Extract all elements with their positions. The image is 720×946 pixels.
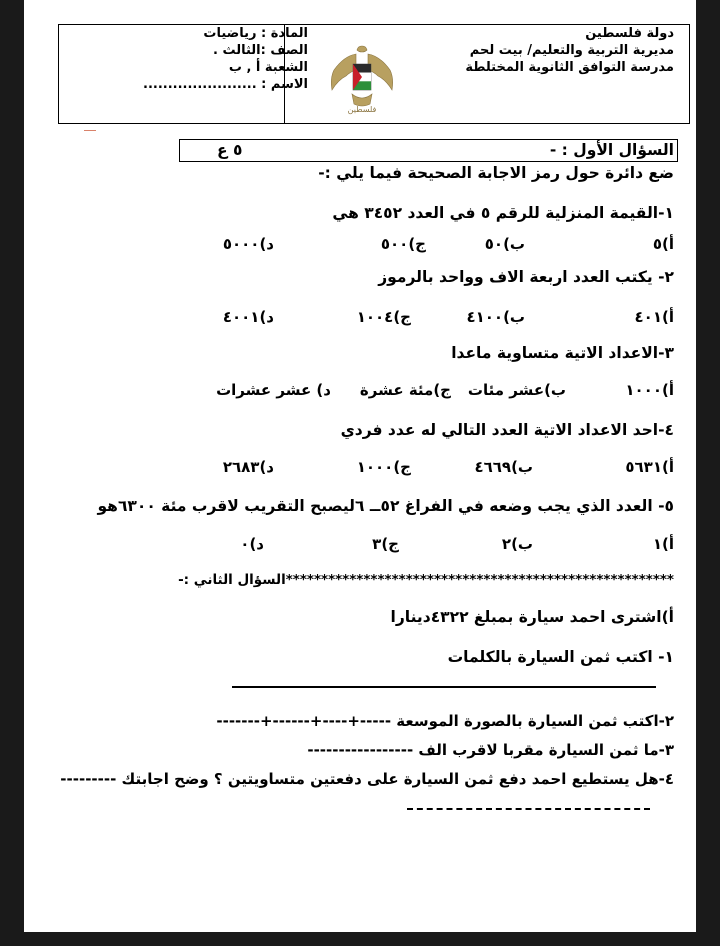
answer-line-explain xyxy=(407,808,650,810)
item-3-option-d: د) عشر عشرات xyxy=(216,381,331,399)
emblem-caption: فلسطين xyxy=(347,105,377,114)
item-5-option-a: أ)١ xyxy=(652,535,674,553)
question-1-instruction: ضع دائرة حول رمز الاجابة الصحيحة فيما يلي :- xyxy=(318,164,674,182)
palestine-eagle-emblem-icon xyxy=(326,42,398,118)
question-2-item-1: ١- اكتب ثمن السيارة بالكلمات xyxy=(447,648,674,666)
grade-field: الصف :الثالث . xyxy=(213,43,308,58)
student-name-field: الاسم : ....................... xyxy=(143,77,308,92)
question-1-item-1: ١-القيمة المنزلية للرقم ٥ في العدد ٣٤٥٢ هي xyxy=(332,204,674,222)
school-name: مدرسة التوافق الثانوية المختلطة xyxy=(465,60,674,75)
question-1-item-3: ٣-الاعداد الاتية متساوية ماعدا xyxy=(451,344,674,362)
item-4-option-c: ج)١٠٠٠ xyxy=(356,458,411,476)
country-name: دولة فلسطين xyxy=(585,26,674,41)
item-5-option-c: ج)٣ xyxy=(372,535,399,553)
item-5-option-d: د)٠ xyxy=(240,535,264,553)
item-1-option-c: ج)٥٠٠ xyxy=(380,235,426,253)
item-2-option-a: أ)٤٠١ xyxy=(634,308,674,326)
item-3-option-b: ب)عشر مئات xyxy=(467,381,566,399)
subject-field: المادة : رياضيات xyxy=(203,26,308,41)
item-3-option-c: ج)مئة عشرة xyxy=(359,381,451,399)
item-2-option-d: د)٤٠٠١ xyxy=(222,308,274,326)
question-2-item-3: ٣-ما ثمن السيارة مقربا لاقرب الف ----------------- xyxy=(307,741,674,759)
question-2-intro: أ)اشترى احمد سيارة بمبلغ ٤٣٢٢دينارا xyxy=(390,608,674,626)
item-2-option-c: ج)١٠٠٤ xyxy=(356,308,411,326)
item-5-option-b: ب)٢ xyxy=(501,535,533,553)
question-1-item-5: ٥- العدد الذي يجب وضعه في الفراغ ٥٢ــ ٦ليصبح التقريب لاقرب مئة ٦٣٠٠هو xyxy=(97,497,674,515)
item-3-option-a: أ)١٠٠٠ xyxy=(625,381,674,399)
item-4-option-d: د)٢٦٨٣ xyxy=(222,458,274,476)
question-2-item-4: ٤-هل يستطيع احمد دفع ثمن السيارة على دفعتين متساويتين ؟ وضح اجابتك --------- xyxy=(60,770,674,788)
question-2-title: *******************************************************السؤال الثاني :- xyxy=(178,572,674,588)
answer-line-words xyxy=(232,686,656,688)
header-left xyxy=(143,25,308,93)
item-2-option-b: ب)٤١٠٠ xyxy=(466,308,525,326)
question-1-title: السؤال الأول : - xyxy=(549,141,674,159)
question-1-score: ٥ ع xyxy=(217,141,243,159)
question-1-item-2: ٢- يكتب العدد اربعة الاف وواحد بالرموز xyxy=(378,268,674,286)
question-1-item-4: ٤-احد الاعداد الاتية العدد التالي له عدد فردي xyxy=(340,421,674,439)
item-1-option-b: ب)٥٠ xyxy=(484,235,525,253)
directorate-name: مديرية التربية والتعليم/ بيت لحم xyxy=(469,43,674,58)
section-field: الشعبة أ , ب xyxy=(228,60,308,75)
item-4-option-b: ب)٤٦٦٩ xyxy=(474,458,533,476)
question-2-item-2: ٢-اكتب ثمن السيارة بالصورة الموسعة -----+----+------+------- xyxy=(216,712,674,730)
item-4-option-a: أ)٥٦٣١ xyxy=(625,458,674,476)
header-right xyxy=(465,25,674,76)
stray-mark xyxy=(84,130,96,131)
item-1-option-a: أ)٥ xyxy=(652,235,674,253)
exam-paper xyxy=(24,0,696,932)
item-1-option-d: د)٥٠٠٠ xyxy=(222,235,274,253)
